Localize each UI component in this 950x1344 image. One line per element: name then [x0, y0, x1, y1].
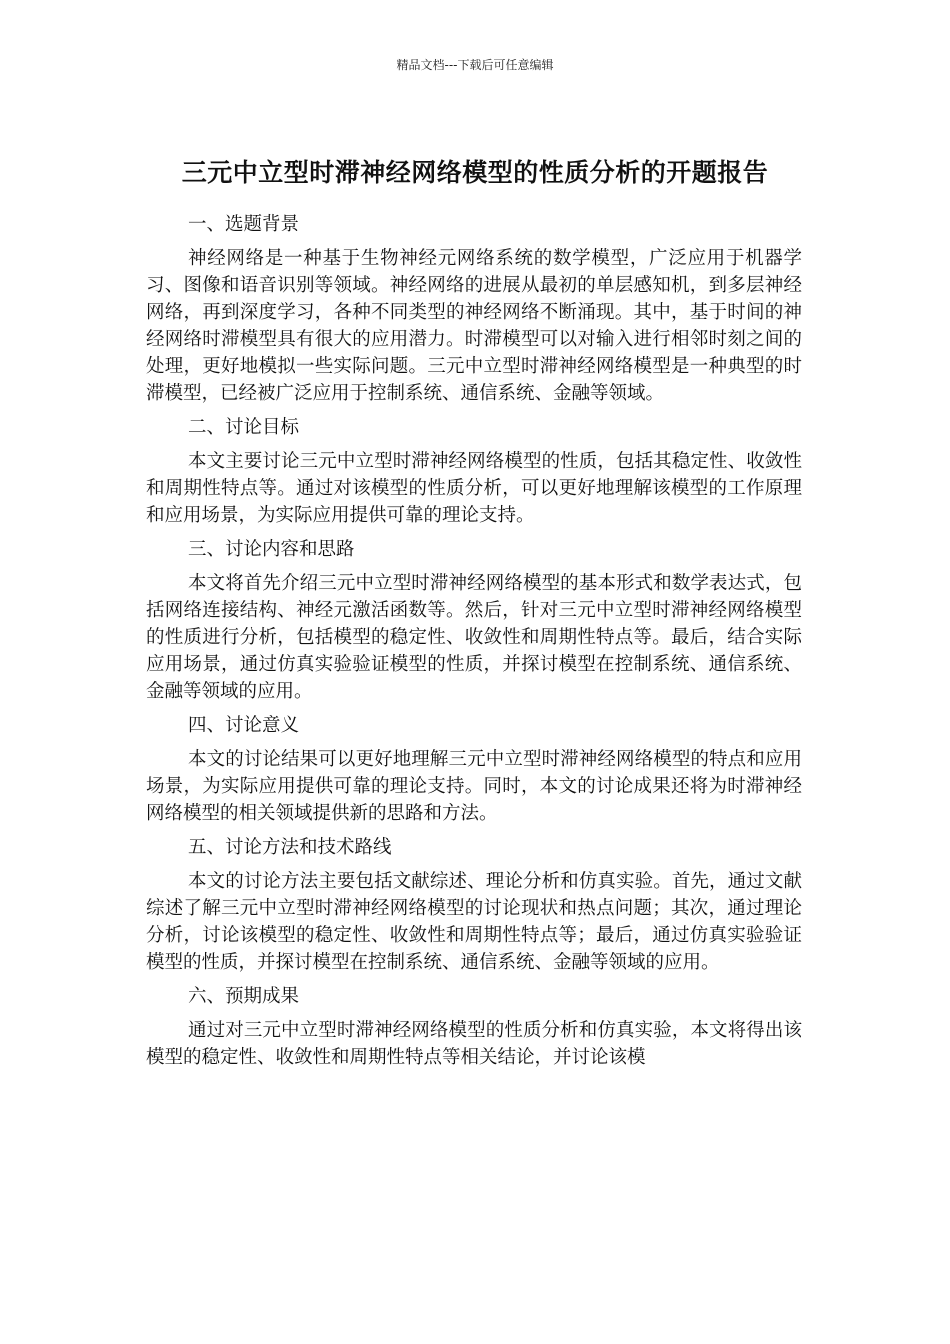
section-background: [146, 211, 802, 407]
section-paragraph: 本文将首先介绍三元中立型时滞神经网络模型的基本形式和数学表达式，包括网络连接结构、神经元激活函数等。然后，针对三元中立型时滞神经网络模型的性质进行分析，包括模型的稳定性、收敛性和周期性特点等。最后，结合实际应用场景，通过仿真实验验证模型的性质，并探讨模型在控制系统、通信系统、金融等领域的应用。: [146, 573, 802, 702]
section-objectives: [146, 414, 802, 529]
page-header: 精品文档---下载后可任意编辑: [396, 58, 554, 72]
section-methods: [146, 834, 802, 976]
section-paragraph: 通过对三元中立型时滞神经网络模型的性质分析和仿真实验，本文将得出该模型的稳定性、收敛性和周期性特点等相关结论，并讨论该模: [146, 1020, 802, 1068]
section-paragraph: 本文的讨论结果可以更好地理解三元中立型时滞神经网络模型的特点和应用场景，为实际应用提供可靠的理论支持。同时，本文的讨论成果还将为时滞神经网络模型的相关领域提供新的思路和方法。: [146, 749, 802, 824]
document-title: 三元中立型时滞神经网络模型的性质分析的开题报告: [181, 157, 769, 187]
document-body: [146, 211, 802, 1078]
section-significance: [146, 712, 802, 827]
section-heading: 四、讨论意义: [188, 715, 300, 736]
section-expected-results: [146, 983, 802, 1071]
section-paragraph: 神经网络是一种基于生物神经元网络系统的数学模型，广泛应用于机器学习、图像和语音识别等领域。神经网络的进展从最初的单层感知机，到多层神经网络，再到深度学习，各种不同类型的神经网络不断涌现。其中，基于时间的神经网络时滞模型具有很大的应用潜力。时滞模型可以对输入进行相邻时刻之间的处理，更好地模拟一些实际问题。三元中立型时滞神经网络模型是一种典型的时滞模型，已经被广泛应用于控制系统、通信系统、金融等领域。: [146, 248, 802, 404]
section-content-approach: [146, 536, 802, 705]
section-heading: 一、选题背景: [188, 214, 300, 235]
section-paragraph: 本文主要讨论三元中立型时滞神经网络模型的性质，包括其稳定性、收敛性和周期性特点等。通过对该模型的性质分析，可以更好地理解该模型的工作原理和应用场景，为实际应用提供可靠的理论支持。: [146, 451, 802, 526]
section-heading: 五、讨论方法和技术路线: [188, 837, 392, 858]
section-heading: 二、讨论目标: [188, 417, 300, 438]
section-paragraph: 本文的讨论方法主要包括文献综述、理论分析和仿真实验。首先，通过文献综述了解三元中立型时滞神经网络模型的讨论现状和热点问题；其次，通过理论分析，讨论该模型的稳定性、收敛性和周期性特点等；最后，通过仿真实验验证模型的性质，并探讨模型在控制系统、通信系统、金融等领域的应用。: [146, 871, 802, 973]
section-heading: 三、讨论内容和思路: [188, 539, 355, 560]
section-heading: 六、预期成果: [188, 986, 300, 1007]
